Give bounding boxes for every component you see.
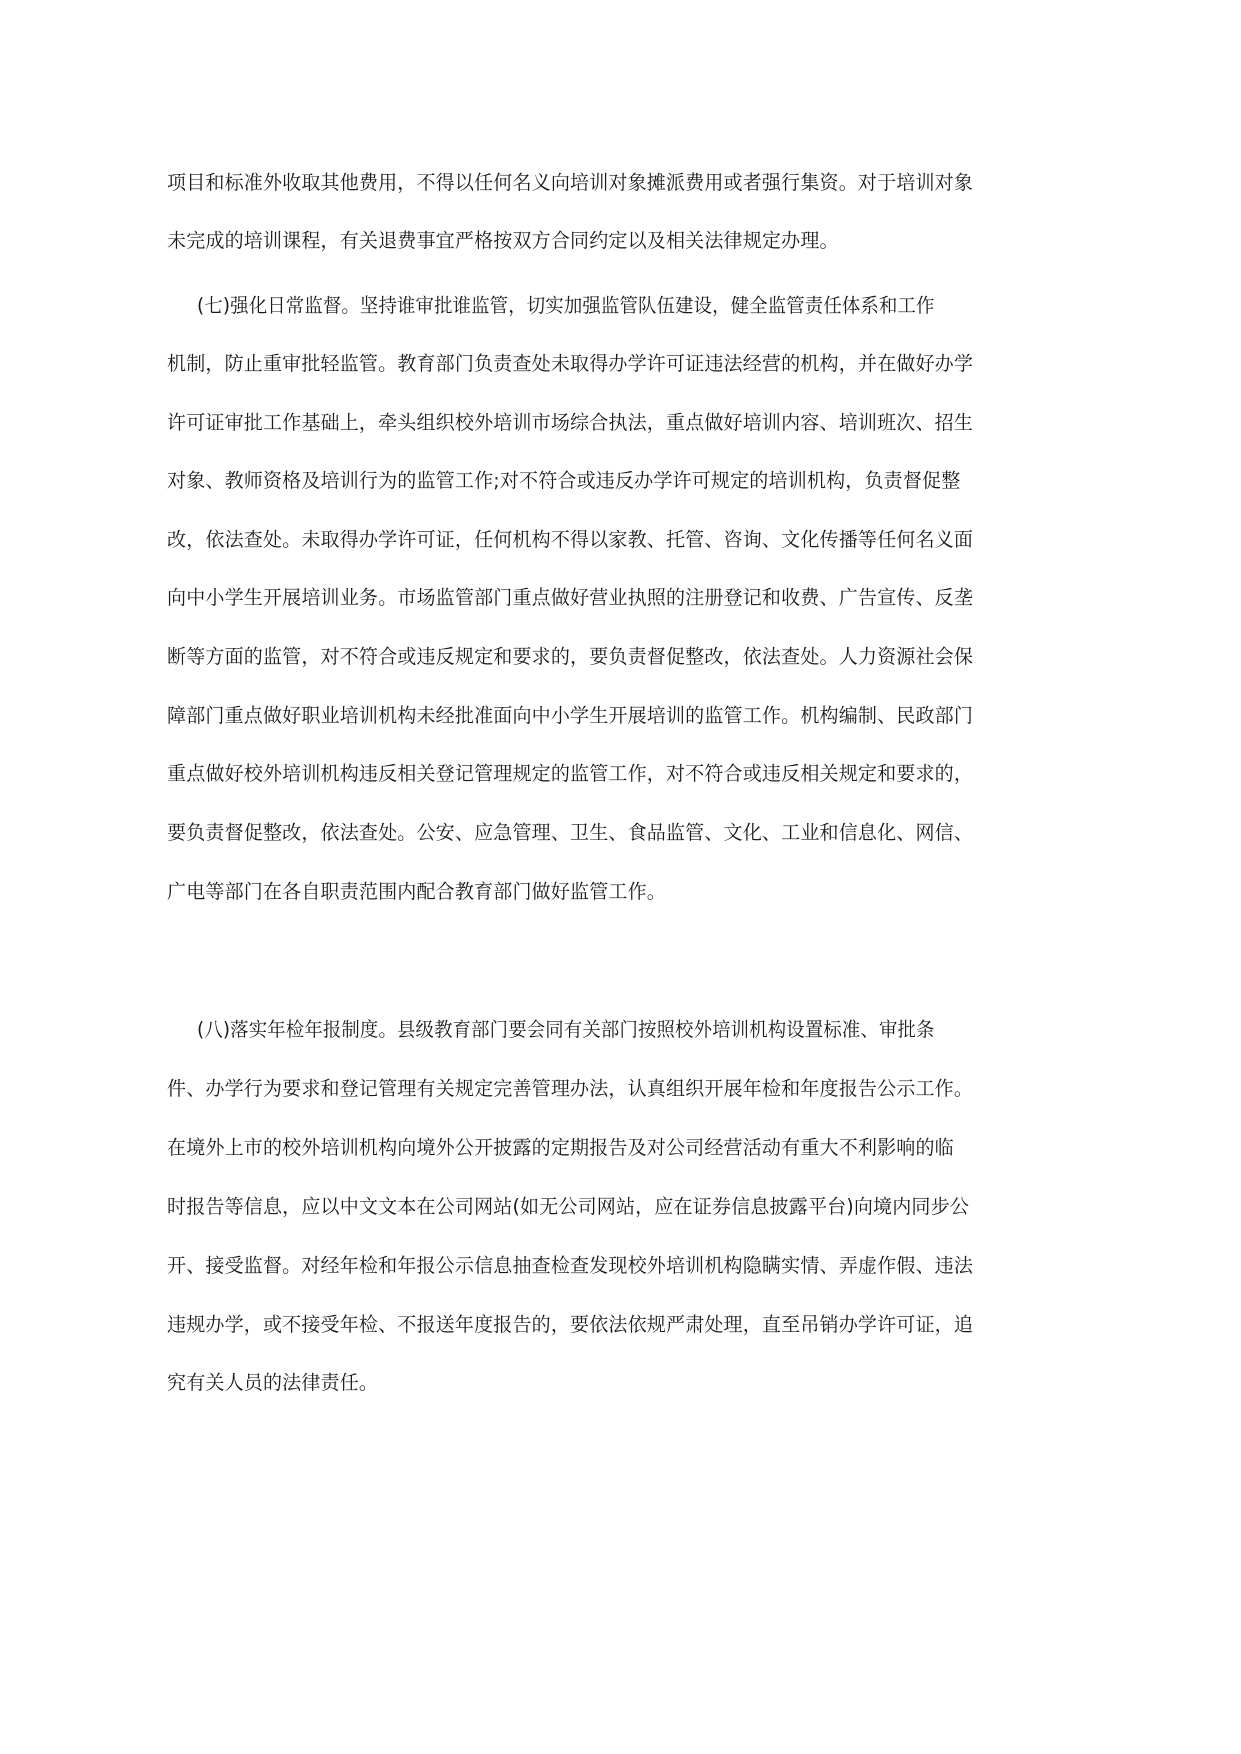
text-line: 要负责督促整改，依法查处。公安、应急管理、卫生、食品监管、文化、工业和信息化、网信、 <box>167 821 974 844</box>
text-line: 违规办学，或不接受年检、不报送年度报告的，要依法依规严肃处理，直至吊销办学许可证，追 <box>167 1313 974 1336</box>
text-line: 开、接受监督。对经年检和年报公示信息抽查检查发现校外培训机构隐瞒实情、弄虚作假、违法 <box>167 1254 974 1277</box>
text-line: 广电等部门在各自职责范围内配合教育部门做好监管工作。 <box>167 880 666 903</box>
text-line: 未完成的培训课程，有关退费事宜严格按双方合同约定以及相关法律规定办理。 <box>167 229 839 252</box>
text-line: 究有关人员的法律责任。 <box>167 1371 379 1394</box>
text-line: 机制，防止重审批轻监管。教育部门负责查处未取得办学许可证违法经营的机构，并在做好办学 <box>167 352 974 375</box>
text-line: 许可证审批工作基础上，牵头组织校外培训市场综合执法，重点做好培训内容、培训班次、招生 <box>167 411 974 434</box>
text-line: 时报告等信息，应以中文文本在公司网站(如无公司网站，应在证券信息披露平台)向境内同步公 <box>167 1195 970 1218</box>
text-line: (八)落实年检年报制度。县级教育部门要会同有关部门按照校外培训机构设置标准、审批条 <box>197 1018 935 1041</box>
text-line: 对象、教师资格及培训行为的监管工作;对不符合或违反办学许可规定的培训机构，负责督促整 <box>167 469 961 492</box>
text-line: 在境外上市的校外培训机构向境外公开披露的定期报告及对公司经营活动有重大不利影响的临 <box>167 1136 954 1159</box>
text-line: 障部门重点做好职业培训机构未经批准面向中小学生开展培训的监管工作。机构编制、民政部门 <box>167 704 974 727</box>
text-line: 改，依法查处。未取得办学许可证，任何机构不得以家教、托管、咨询、文化传播等任何名义面 <box>167 528 974 551</box>
text-line: 项目和标准外收取其他费用，不得以任何名义向培训对象摊派费用或者强行集资。对于培训对象 <box>167 171 974 194</box>
text-line: 断等方面的监管，对不符合或违反规定和要求的，要负责督促整改，依法查处。人力资源社会保 <box>167 645 974 668</box>
text-line: 件、办学行为要求和登记管理有关规定完善管理办法，认真组织开展年检和年度报告公示工作。 <box>167 1077 974 1100</box>
text-line: 重点做好校外培训机构违反相关登记管理规定的监管工作，对不符合或违反相关规定和要求的， <box>167 762 974 785</box>
text-line: 向中小学生开展培训业务。市场监管部门重点做好营业执照的注册登记和收费、广告宣传、反垄 <box>167 586 974 609</box>
text-line: (七)强化日常监督。坚持谁审批谁监管，切实加强监管队伍建设，健全监管责任体系和工作 <box>197 294 935 317</box>
